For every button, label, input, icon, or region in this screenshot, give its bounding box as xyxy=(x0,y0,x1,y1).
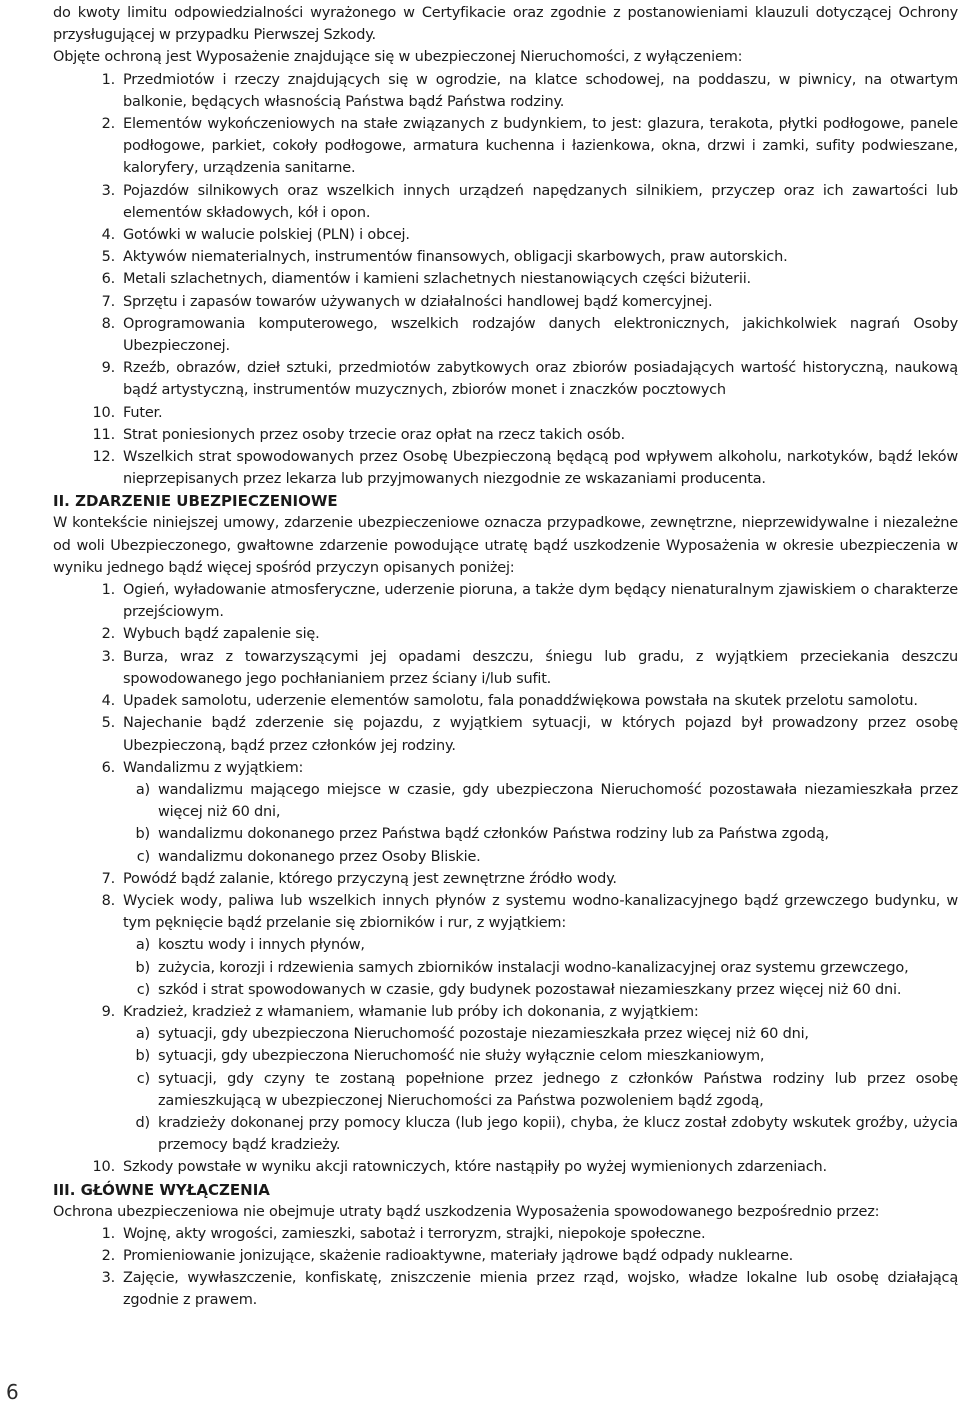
sub-list-item xyxy=(53,1023,958,1045)
list-item xyxy=(53,890,958,934)
list-item-number: 9. xyxy=(101,1003,115,1020)
list-item-text: Strat poniesionych przez osoby trzecie oraz opłat na rzecz takich osób. xyxy=(123,426,625,443)
list-item-text: Elementów wykończeniowych na stałe związanych z budynkiem, to jest: glazura, terakota, płytki podłogowe, panele podłogowe, parkiet, cokoły podłogowe, armatura kuchenna i łazienkowa, okna, drzwi i zamki, sufity podwieszane, kaloryfery, urządzenia sanitarne. xyxy=(123,116,958,177)
sub-list-item-text: sytuacji, gdy ubezpieczona Nieruchomość nie służy wyłącznie celom mieszkaniowym, xyxy=(158,1048,765,1065)
sub-list-item-letter: a) xyxy=(135,781,150,798)
list-item-text: Przedmiotów i rzeczy znajdujących się w ogrodzie, na klatce schodowej, na poddaszu, w piwnicy, na otwartym balkonie, będących własnością Państwa bądź Państwa rodziny. xyxy=(123,71,958,110)
list-item xyxy=(53,424,958,446)
list-item xyxy=(53,623,958,645)
sub-list-item-text: szkód i strat spowodowanych w czasie, gdy budynek pozostawał niezamieszkany przez więcej niż 60 dni. xyxy=(158,981,902,998)
list-item-text: Promieniowanie jonizujące, skażenie radioaktywne, materiały jądrowe bądź odpady nuklearne. xyxy=(123,1247,794,1264)
list-item xyxy=(53,246,958,268)
list-item-text: Powódź bądź zalanie, którego przyczyną jest zewnętrzne źródło wody. xyxy=(123,870,617,887)
list-item-number: 7. xyxy=(101,870,115,887)
sub-list-item xyxy=(53,979,958,1001)
sub-list-item-letter: b) xyxy=(135,1048,150,1065)
list-item-number: 5. xyxy=(101,715,115,732)
list-item-text: Ogień, wyładowanie atmosferyczne, uderzenie pioruna, a także dym będący nienaturalnym zjawiskiem o charakterze przejściowym. xyxy=(123,582,958,621)
list-item-number: 3. xyxy=(101,648,115,665)
list-item xyxy=(53,180,958,224)
list-item-number: 4. xyxy=(101,227,115,244)
list-item xyxy=(53,268,958,290)
list-item-number: 6. xyxy=(101,271,115,288)
insured-events-list xyxy=(53,579,958,1178)
sub-list-item-letter: b) xyxy=(135,959,150,976)
list-item-text: Szkody powstałe w wyniku akcji ratowniczych, które nastąpiły po wyżej wymienionych zdarzeniach. xyxy=(123,1159,827,1176)
list-item-text: Gotówki w walucie polskiej (PLN) i obcej. xyxy=(123,227,410,244)
list-item xyxy=(53,1001,958,1023)
list-item xyxy=(53,446,958,490)
list-item-number: 10. xyxy=(92,404,115,421)
list-item-text: Upadek samolotu, uderzenie elementów samolotu, fala ponaddźwiękowa powstała na skutek przelotu samolotu. xyxy=(123,693,918,710)
sub-list-item-letter: c) xyxy=(136,981,150,998)
list-item-number: 1. xyxy=(101,71,115,88)
list-item-text: Burza, wraz z towarzyszącymi jej opadami deszczu, śniegu lub gradu, z wyjątkiem przeciekania deszczu spowodowanego jego pochłanianiem przez ściany i/lub sufit. xyxy=(123,648,958,687)
list-item-number: 9. xyxy=(101,360,115,377)
list-item-text: Aktywów niematerialnych, instrumentów finansowych, obligacji skarbowych, praw autorskich. xyxy=(123,249,788,266)
coverage-statement: Objęte ochroną jest Wyposażenie znajdujące się w ubezpieczonej Nieruchomości, z wyłączeniem: xyxy=(53,49,743,66)
list-item xyxy=(53,868,958,890)
list-item-number: 8. xyxy=(101,315,115,332)
list-item-text: Oprogramowania komputerowego, wszelkich rodzajów danych elektronicznych, jakichkolwiek nagrań Osoby Ubezpieczonej. xyxy=(123,315,958,355)
list-item xyxy=(53,113,958,180)
sub-list-item-text: sytuacji, gdy czyny te zostaną popełnione przez jednego z członków Państwa rodziny lub przez osobę zamieszkującą w ubezpieczonej Nieruchomości za Państwa pozwoleniem bądź zgodą, xyxy=(158,1070,958,1109)
list-item-text: Wojnę, akty wrogości, zamieszki, sabotaż i terroryzm, strajki, niepokoje społeczne. xyxy=(123,1225,706,1242)
list-item-text: Wszelkich strat spowodowanych przez Osobę Ubezpieczoną będącą pod wpływem alkoholu, narkotyków, bądź leków nieprzepisanych przez lekarza lub przyjmowanych niezgodnie ze wskazaniami producenta. xyxy=(123,449,958,488)
section-intro-insured-event: W kontekście niniejszej umowy, zdarzenie ubezpieczeniowe oznacza przypadkowe, zewnętrzne, nieprzewidywalne i niezależne od woli Ubezpieczonego, gwałtowne zdarzenie powodujące utratę bądź uszkodzenie Wyposażenia w okresie ubezpieczenia w wyniku jednego bądź więcej spośród przyczyn opisanych poniżej: xyxy=(53,515,958,576)
sub-list-item-text: wandalizmu dokonanego przez Państwa bądź członków Państwa rodziny lub za Państwa zgodą, xyxy=(158,826,829,843)
list-item-text: Najechanie bądź zderzenie się pojazdu, z wyjątkiem sytuacji, w których pojazd był prowadzony przez osobę Ubezpieczoną, bądź przez członków jej rodziny. xyxy=(123,715,958,754)
sub-list-item xyxy=(53,1068,958,1112)
list-item xyxy=(53,1267,958,1311)
sub-list-item xyxy=(53,1045,958,1067)
list-item-number: 10. xyxy=(92,1159,115,1176)
sub-list-item xyxy=(53,823,958,845)
list-item xyxy=(53,646,958,690)
list-item-number: 12. xyxy=(92,449,115,466)
list-item xyxy=(53,1156,958,1178)
list-item-number: 3. xyxy=(101,1270,115,1287)
section-heading-insured-event: II. ZDARZENIE UBEZPIECZENIOWE xyxy=(53,492,338,511)
list-item xyxy=(53,690,958,712)
sub-list-item-letter: c) xyxy=(136,1070,150,1087)
list-item xyxy=(53,291,958,313)
sub-list-item-text: kradzieży dokonanej przy pomocy klucza (lub jego kopii), chyba, że klucz został zdobyty wskutek groźby, użycia przemocy bądź kradzieży. xyxy=(158,1114,958,1154)
list-item-text: Wybuch bądź zapalenie się. xyxy=(123,626,320,643)
sub-list-item-text: wandalizmu mającego miejsce w czasie, gdy ubezpieczona Nieruchomość pozostawała niezamieszkała przez więcej niż 60 dni, xyxy=(158,781,958,821)
list-item-text: Wyciek wody, paliwa lub wszelkich innych płynów z systemu wodno-kanalizacyjnego bądź grzewczego budynku, w tym pęknięcie bądź przelanie się zbiorników i rur, z wyjątkiem: xyxy=(123,892,958,932)
list-item xyxy=(53,1245,958,1267)
list-item-text: Rzeźb, obrazów, dzieł sztuki, przedmiotów zabytkowych oraz zbiorów posiadających wartość historyczną, naukową bądź artystyczną, instrumentów muzycznych, zbiorów monet i znaczków pocztowych xyxy=(123,360,958,399)
list-item-number: 6. xyxy=(101,759,115,776)
list-item-number: 3. xyxy=(101,182,115,199)
sub-list-item-text: sytuacji, gdy ubezpieczona Nieruchomość pozostaje niezamieszkała przez więcej niż 60 dni, xyxy=(158,1026,809,1043)
list-item xyxy=(53,757,958,779)
list-item xyxy=(53,402,958,424)
sub-list-item-letter: d) xyxy=(135,1114,150,1131)
sub-list-item-letter: b) xyxy=(135,826,150,843)
sub-list-item xyxy=(53,846,958,868)
list-item-text: Pojazdów silnikowych oraz wszelkich innych urządzeń napędzanych silnikiem, przyczep oraz ich zawartości lub elementów składowych, kół i opon. xyxy=(123,182,958,221)
sub-list-item-letter: a) xyxy=(135,937,150,954)
list-item-number: 8. xyxy=(101,892,115,909)
sub-list-item xyxy=(53,1112,958,1156)
list-item-text: Sprzętu i zapasów towarów używanych w działalności handlowej bądź komercyjnej. xyxy=(123,293,713,310)
list-item-text: Futer. xyxy=(123,404,163,421)
sub-list-item-text: kosztu wody i innych płynów, xyxy=(158,937,365,954)
list-item-number: 11. xyxy=(92,426,115,443)
list-item xyxy=(53,712,958,756)
section-intro-main-exclusions: Ochrona ubezpieczeniowa nie obejmuje utraty bądź uszkodzenia Wyposażenia spowodowanego bezpośrednio przez: xyxy=(53,1203,880,1220)
sub-list-item xyxy=(53,957,958,979)
list-item-number: 2. xyxy=(101,116,115,133)
main-exclusions-list xyxy=(53,1223,958,1312)
list-item-text: Metali szlachetnych, diamentów i kamieni szlachetnych niestanowiących części biżuterii. xyxy=(123,271,751,288)
list-item xyxy=(53,1223,958,1245)
list-item-text: Kradzież, kradzież z włamaniem, włamanie lub próby ich dokonania, z wyjątkiem: xyxy=(123,1003,699,1020)
list-item-number: 4. xyxy=(101,693,115,710)
list-item xyxy=(53,224,958,246)
sub-list-item-letter: a) xyxy=(135,1026,150,1043)
list-item xyxy=(53,357,958,401)
list-item-number: 1. xyxy=(101,1225,115,1242)
sub-list-item-text: wandalizmu dokonanego przez Osoby Bliskie. xyxy=(158,848,481,865)
section-heading-main-exclusions: III. GŁÓWNE WYŁĄCZENIA xyxy=(53,1180,270,1199)
sub-list-item-text: zużycia, korozji i rdzewienia samych zbiorników instalacji wodno-kanalizacyjnej oraz systemu grzewczego, xyxy=(158,959,909,976)
intro-continuation: do kwoty limitu odpowiedzialności wyrażonego w Certyfikacie oraz zgodnie z postanowieniami klauzuli dotyczącej Ochrony przysługującej w przypadku Pierwszej Szkody. xyxy=(53,5,958,44)
exclusions-list xyxy=(53,69,958,491)
sub-list-item xyxy=(53,934,958,956)
list-item-number: 7. xyxy=(101,293,115,310)
list-item-number: 1. xyxy=(101,582,115,599)
page-number: 6 xyxy=(6,1380,19,1404)
list-item xyxy=(53,69,958,113)
list-item-number: 2. xyxy=(101,1247,115,1264)
sub-list-item xyxy=(53,779,958,823)
list-item-number: 2. xyxy=(101,626,115,643)
list-item xyxy=(53,579,958,623)
list-item-number: 5. xyxy=(101,249,115,266)
list-item-text: Wandalizmu z wyjątkiem: xyxy=(123,759,304,776)
sub-list-item-letter: c) xyxy=(136,848,150,865)
list-item-text: Zajęcie, wywłaszczenie, konfiskatę, zniszczenie mienia przez rząd, wojsko, władze lokalne lub osobę działającą zgodnie z prawem. xyxy=(123,1270,958,1309)
page-content xyxy=(53,2,958,1312)
list-item xyxy=(53,313,958,357)
